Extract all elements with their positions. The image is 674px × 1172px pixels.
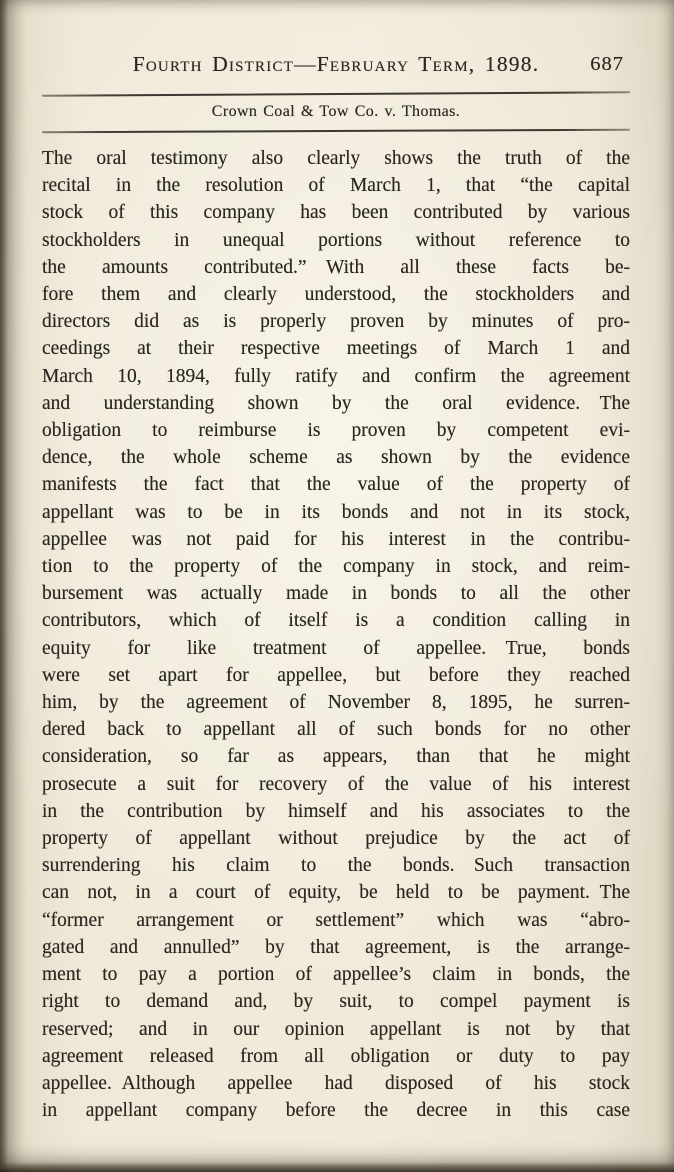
header-rule [42, 91, 630, 97]
text-line: him, by the agreement of November 8, 1895, he surren- [42, 692, 630, 714]
text-line: appellee was not paid for his interest in the contribu- [42, 528, 630, 550]
text-line: The oral testimony also clearly shows the truth of the [42, 148, 630, 169]
text-line: were set apart for appellee, but before they reached [42, 664, 630, 686]
text-line: obligation to reimburse is proven by competent evi- [42, 420, 630, 442]
text-line: consideration, so far as appears, than that he might [42, 746, 630, 768]
text-line: manifests the fact that the value of the property of [42, 474, 630, 496]
text-line: ceedings at their respective meetings of March 1 and [42, 338, 630, 360]
page-number: 687 [590, 53, 624, 75]
page-header [42, 52, 630, 79]
text-line: directors did as is properly proven by minutes of pro- [42, 311, 630, 333]
text-line: in the contribution by himself and his associates to the [42, 800, 630, 822]
text-line: reserved; and in our opinion appellant is not by that [42, 1018, 630, 1040]
body-text [42, 145, 630, 1124]
text-line: the amounts contributed.” With all these facts be- [42, 256, 630, 278]
text-line: stock of this company has been contributed by various [42, 202, 630, 224]
case-title: Crown Coal & Tow Co. v. Thomas. [211, 103, 461, 120]
title-rule [42, 129, 630, 134]
text-line: equity for like treatment of appellee. True, bonds [42, 637, 630, 659]
text-line: ment to pay a portion of appellee’s claim in bonds, the [42, 964, 630, 986]
text-line: and understanding shown by the oral evidence. The [42, 392, 630, 414]
text-line: agreement released from all obligation or duty to pay [42, 1045, 630, 1067]
text-line: bursement was actually made in bonds to all the other [42, 583, 630, 605]
text-line: right to demand and, by suit, to compel payment is [42, 991, 630, 1013]
text-line: prosecute a suit for recovery of the value of his interest [42, 773, 630, 795]
text-line: dence, the whole scheme as shown by the evidence [42, 447, 630, 469]
text-line: contributors, which of itself is a condition calling in [42, 610, 630, 632]
text-line: surrendering his claim to the bonds. Such transaction [42, 855, 630, 877]
text-line: fore them and clearly understood, the stockholders and [42, 284, 630, 306]
text-line: gated and annulled” by that agreement, is the arrange- [42, 936, 630, 958]
text-line: tion to the property of the company in stock, and reim- [42, 556, 630, 578]
running-head: Fourth District—February Term, 1898. [132, 52, 540, 76]
text-line: dered back to appellant all of such bonds for no other [42, 719, 630, 741]
text-line: in appellant company before the decree in this case [42, 1100, 630, 1122]
text-line: March 10, 1894, fully ratify and confirm the agreement [42, 365, 630, 387]
text-line: appellee. Although appellee had disposed of his stock [42, 1072, 630, 1094]
text-line: recital in the resolution of March 1, that “the capital [42, 175, 630, 197]
text-line: “former arrangement or settlement” which was “abro- [42, 909, 630, 931]
text-line: can not, in a court of equity, be held to be payment. The [42, 882, 630, 904]
text-line: property of appellant without prejudice by the act of [42, 828, 630, 850]
text-line: appellant was to be in its bonds and not in its stock, [42, 501, 630, 523]
text-line: stockholders in unequal portions without reference to [42, 229, 630, 251]
